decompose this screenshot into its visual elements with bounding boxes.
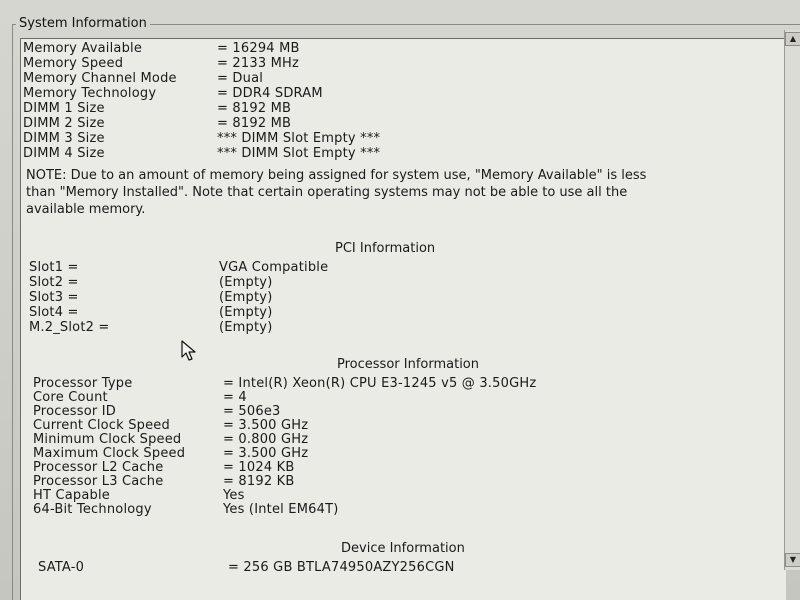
note-line: than "Memory Installed". Note that certain operating systems may not be able to use all the: [26, 185, 628, 200]
pci-value: (Empty): [219, 275, 273, 290]
processor-label: Minimum Clock Speed: [33, 432, 182, 447]
memory-label: Memory Channel Mode: [23, 71, 177, 86]
group-title: System Information: [16, 16, 150, 31]
pci-label: Slot3 =: [29, 290, 79, 305]
memory-value: = 16294 MB: [217, 41, 300, 56]
processor-value: Yes: [223, 488, 245, 503]
processor-label: Processor Type: [33, 376, 133, 391]
pci-value: VGA Compatible: [219, 260, 329, 275]
memory-value: = 8192 MB: [217, 116, 292, 131]
arrow-down-icon[interactable]: ▼: [785, 553, 800, 567]
memory-value: = Dual: [217, 71, 264, 86]
memory-label: DIMM 2 Size: [23, 116, 105, 131]
memory-label: DIMM 1 Size: [23, 101, 105, 116]
pci-label: Slot4 =: [29, 305, 79, 320]
memory-label: Memory Technology: [23, 86, 157, 101]
processor-section-title: Processor Information: [337, 357, 479, 372]
pci-section-title: PCI Information: [335, 241, 436, 256]
processor-label: HT Capable: [33, 488, 110, 503]
processor-label: Processor ID: [33, 404, 116, 419]
processor-label: Processor L3 Cache: [33, 474, 164, 489]
pci-value: (Empty): [219, 305, 273, 320]
processor-value: = 0.800 GHz: [223, 432, 309, 447]
mouse-pointer-icon: [180, 340, 200, 362]
processor-label: Maximum Clock Speed: [33, 446, 186, 461]
memory-value: *** DIMM Slot Empty ***: [217, 131, 381, 146]
pci-label: Slot2 =: [29, 275, 79, 290]
processor-value: = 4: [223, 390, 247, 405]
memory-value: = DDR4 SDRAM: [217, 86, 323, 101]
processor-value: = Intel(R) Xeon(R) CPU E3-1245 v5 @ 3.50GHz: [223, 376, 537, 391]
processor-value: = 3.500 GHz: [223, 418, 309, 433]
arrow-up-icon[interactable]: ▲: [785, 32, 800, 46]
memory-label: DIMM 3 Size: [23, 131, 105, 146]
pci-value: (Empty): [219, 320, 273, 335]
device-value: = 256 GB BTLA74950AZY256CGN: [228, 560, 455, 575]
pci-value: (Empty): [219, 290, 273, 305]
memory-value: *** DIMM Slot Empty ***: [217, 146, 381, 161]
memory-value: = 2133 MHz: [217, 56, 300, 71]
memory-label: Memory Speed: [23, 56, 124, 71]
processor-value: = 3.500 GHz: [223, 446, 309, 461]
device-label: SATA-0: [38, 560, 85, 575]
pci-label: M.2_Slot2 =: [29, 320, 110, 335]
note-line: available memory.: [26, 202, 146, 217]
processor-label: 64-Bit Technology: [33, 502, 152, 517]
memory-value: = 8192 MB: [217, 101, 292, 116]
memory-note: [26, 167, 716, 218]
memory-label: DIMM 4 Size: [23, 146, 105, 161]
processor-value: = 1024 KB: [223, 460, 295, 475]
pci-label: Slot1 =: [29, 260, 79, 275]
device-section-title: Device Information: [341, 541, 465, 556]
info-panel[interactable]: [20, 38, 786, 600]
processor-value: = 8192 KB: [223, 474, 295, 489]
processor-label: Processor L2 Cache: [33, 460, 164, 475]
processor-label: Current Clock Speed: [33, 418, 170, 433]
vertical-scrollbar[interactable]: [784, 30, 800, 570]
processor-value: = 506e3: [223, 404, 281, 419]
processor-label: Core Count: [33, 390, 108, 405]
memory-label: Memory Available: [23, 41, 143, 56]
processor-value: Yes (Intel EM64T): [223, 502, 339, 517]
note-line: NOTE: Due to an amount of memory being assigned for system use, "Memory Available" is less: [26, 168, 647, 183]
